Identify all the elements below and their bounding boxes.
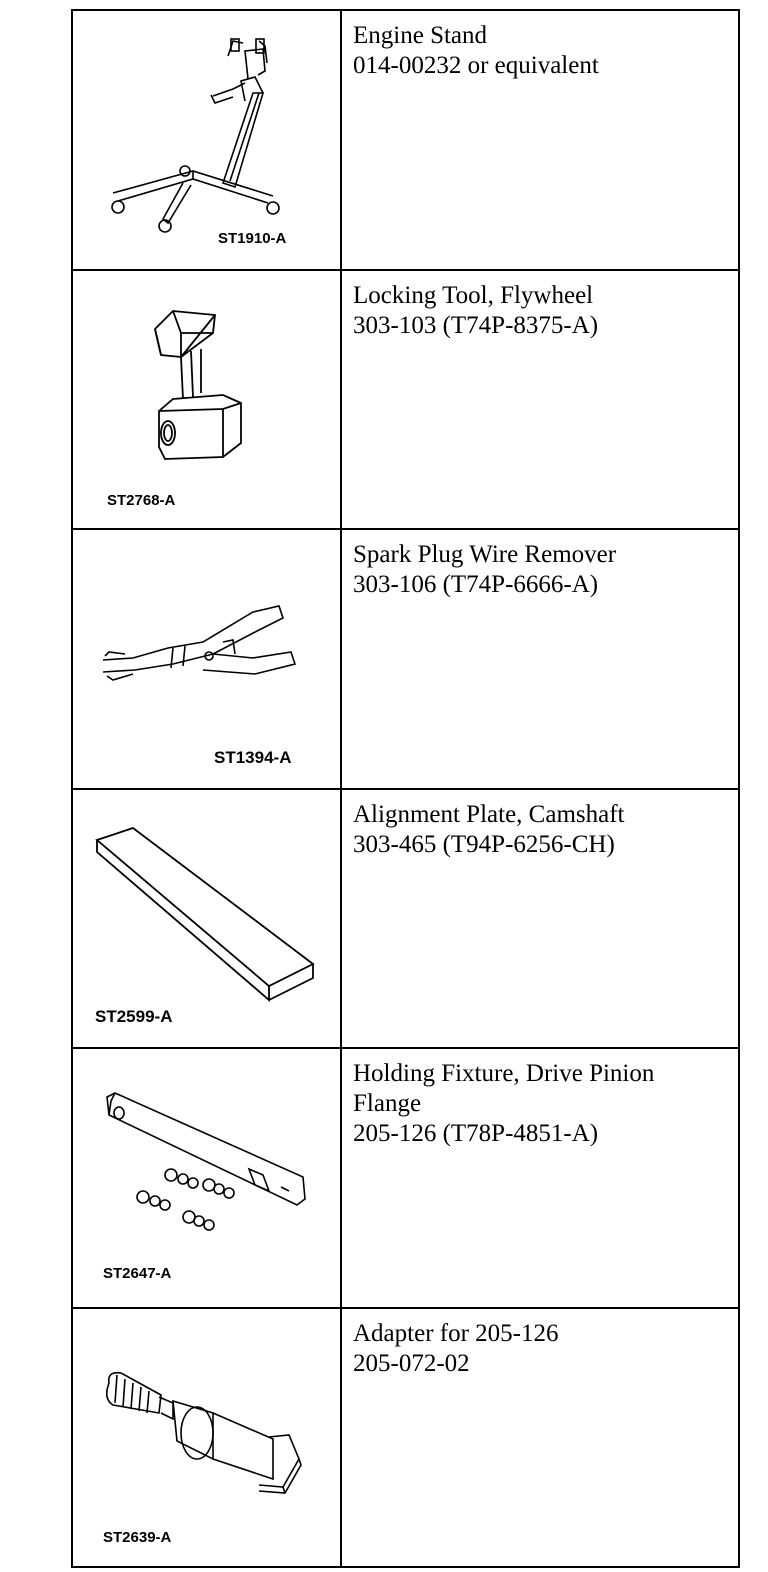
tool-description-cell (341, 10, 739, 270)
tool-image-code: ST1394-A (214, 748, 292, 767)
tool-name: Engine Stand (353, 22, 488, 49)
tool-name: Adapter for 205-126 (353, 1319, 559, 1347)
tool-part-number: 303-103 (T74P-8375-A) (353, 311, 599, 339)
tool-description-cell (341, 270, 739, 530)
tool-name: Locking Tool, Flywheel (353, 281, 594, 309)
tool-name: Alignment Plate, Camshaft (353, 800, 625, 828)
tool-row (72, 10, 739, 270)
tool-image-code: ST2768-A (107, 491, 176, 509)
tool-part-number: 303-106 (T74P-6666-A) (353, 571, 599, 598)
tool-part-number: 205-126 (T78P-4851-A) (353, 1120, 599, 1147)
tool-illustration-cell (72, 529, 341, 789)
spark-plug-wire-remover-icon (73, 530, 340, 785)
special-tools-table (71, 9, 740, 1568)
tool-image-code: ST1910-A (218, 230, 287, 247)
tool-row (72, 1048, 739, 1308)
adapter-icon (73, 1309, 340, 1564)
tool-description-cell (341, 1048, 739, 1308)
tool-row (72, 270, 739, 530)
tool-image-code: ST2647-A (103, 1265, 172, 1282)
tool-part-number: 303-465 (T94P-6256-CH) (353, 830, 615, 858)
tool-row (72, 1308, 739, 1568)
tool-row (72, 529, 739, 789)
tool-illustration-cell (72, 270, 341, 530)
tool-description-cell (341, 1308, 739, 1568)
tool-image-code: ST2599-A (95, 1006, 173, 1026)
tool-row (72, 789, 739, 1049)
flywheel-locking-tool-icon (73, 271, 340, 526)
tool-illustration-cell (72, 1308, 341, 1568)
tool-name: Spark Plug Wire Remover (353, 541, 617, 568)
tool-illustration-cell (72, 789, 341, 1049)
tool-name-continued: Flange (353, 1090, 422, 1117)
tool-image-code: ST2639-A (103, 1528, 172, 1546)
tool-illustration-cell (72, 1048, 341, 1308)
engine-stand-icon (73, 11, 340, 266)
tool-name: Holding Fixture, Drive Pinion (353, 1060, 655, 1087)
tool-description-cell (341, 789, 739, 1049)
tool-part-number: 205-072-02 (353, 1349, 470, 1377)
tool-illustration-cell (72, 10, 341, 270)
tool-description-cell (341, 529, 739, 789)
tool-part-number: 014-00232 or equivalent (353, 52, 599, 79)
